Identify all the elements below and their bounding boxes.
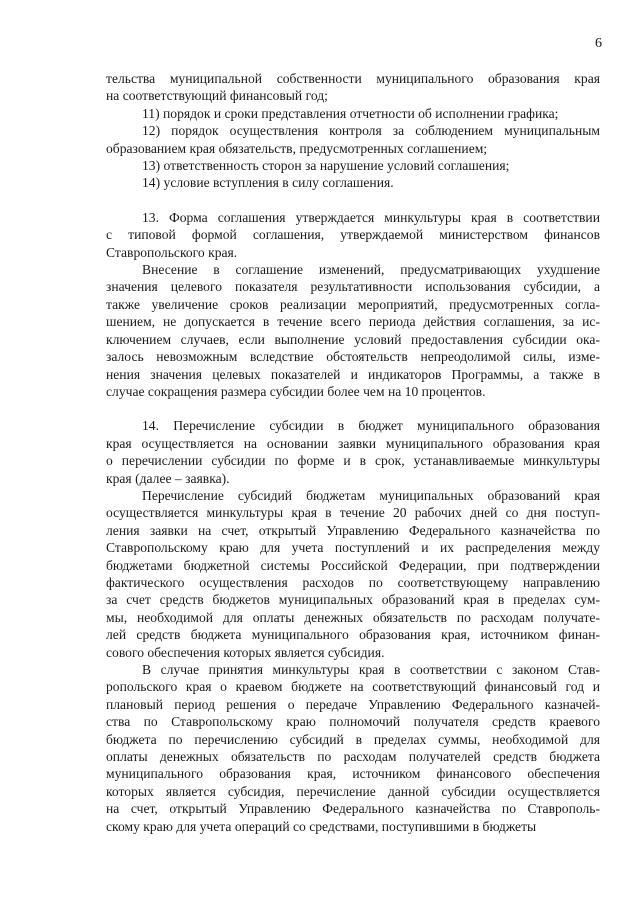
paragraph-gap [106,400,600,417]
text-line: также увеличение сроков реализации мероприятий, предусмотренных согла- [106,296,600,312]
text-line: Ставропольскому краю для учета поступлений и их распределения между [106,540,600,556]
paragraph-p14 [106,417,600,487]
text-line: с типовой формой соглашения, утверждаемой министерством финансов [106,227,600,243]
text-line: ключением случаев, если выполнение условий предоставления субсидии ока- [106,331,600,347]
text-line: 13) ответственность сторон за нарушение условий соглашения; [142,158,510,174]
text-line: бюджета по перечислению субсидий в пределах суммы, необходимой для [106,731,600,747]
text-line: залось невозможным вследствие обстоятельств непреодолимой силы, изме- [106,349,600,365]
paragraph-item14 [106,174,600,191]
document-body [106,70,600,835]
paragraph-item12 [106,122,600,157]
text-line: которых является субсидия, перечисление данной субсидии осуществляется [106,783,600,799]
paragraph-gap [106,192,600,209]
text-line: ления заявки на счет, открытый Управлению Федерального казначейства по [106,522,600,538]
text-line: сового обеспечения которых является субсидия. [106,644,385,660]
text-line: на счет, открытый Управлению Федерального казначейства по Ставрополь- [106,801,600,817]
text-line: плановый период решения о передаче Управлению Федерального казначей- [106,696,600,712]
text-line: муниципального образования края, источником финансового обеспечения [106,766,600,782]
text-line: 14) условие вступления в силу соглашения. [142,175,394,191]
paragraph-p13 [106,209,600,261]
text-line: бюджетами бюджетной системы Российской Федерации, при подтверждении [106,557,600,573]
text-line: нения значения целевых показателей и индикаторов Программы, а также в [106,366,600,382]
text-line: 11) порядок и сроки представления отчетности об исполнении графика; [142,105,559,121]
text-line: на соответствующий финансовый год; [106,88,328,104]
page-number: 6 [595,36,602,51]
text-line: 14. Перечисление субсидии в бюджет муниципального образования [142,418,600,434]
text-line: края осуществляется на основании заявки муниципального образования края [106,435,600,451]
text-line: ропольского края о краевом бюджете на соответствующий финансовый год и [106,679,600,695]
text-line: В случае принятия минкультуры края в соответствии с законом Став- [142,662,600,677]
text-line: осуществляется минкультуры края в течение 20 рабочих дней со дня поступ- [106,505,600,521]
paragraph-p14b [106,487,600,661]
text-line: значения целевого показателя результативности использования субсидии, а [106,279,600,295]
text-line: шением, не допускается в течение всего периода действия соглашения, за ис- [106,314,600,330]
text-line: Перечисление субсидий бюджетам муниципальных образований края [142,487,600,503]
paragraph-cont [106,70,600,105]
paragraph-p14c [106,661,600,835]
paragraph-p13b [106,261,600,400]
text-line: за счет средств бюджетов муниципальных образований края в пределах сум- [106,592,600,608]
text-line: оплаты денежных обязательств по расходам получателей средств бюджета [106,749,600,765]
text-line: о перечислении субсидии по форме и в срок, устанавливаемые минкультуры [106,453,600,469]
paragraph-item11 [106,105,600,122]
text-line: фактического осуществления расходов по соответствующему направлению [106,574,600,590]
text-line: Ставропольского края. [106,244,238,260]
text-line: 12) порядок осуществления контроля за соблюдением муниципальным [142,123,600,139]
text-line: мы, необходимой для оплаты денежных обязательств по расходам получате- [106,609,600,625]
text-line: лей средств бюджета муниципального образования края, источником финан- [106,627,600,643]
text-line: скому краю для учета операций со средствами, поступившими в бюджеты [106,818,537,834]
text-line: края (далее – заявка). [106,470,230,486]
paragraph-item13 [106,157,600,174]
text-line: 13. Форма соглашения утверждается минкультуры края в соответствии [142,209,600,225]
text-line: ства по Ставропольскому краю полномочий получателя средств краевого [106,714,600,730]
text-line: образованием края обязательств, предусмотренных соглашением; [106,140,488,156]
text-line: тельства муниципальной собственности муниципального образования края [106,71,600,86]
text-line: Внесение в соглашение изменений, предусматривающих ухудшение [142,262,600,278]
text-line: случае сокращения размера субсидии более чем на 10 процентов. [106,383,486,399]
